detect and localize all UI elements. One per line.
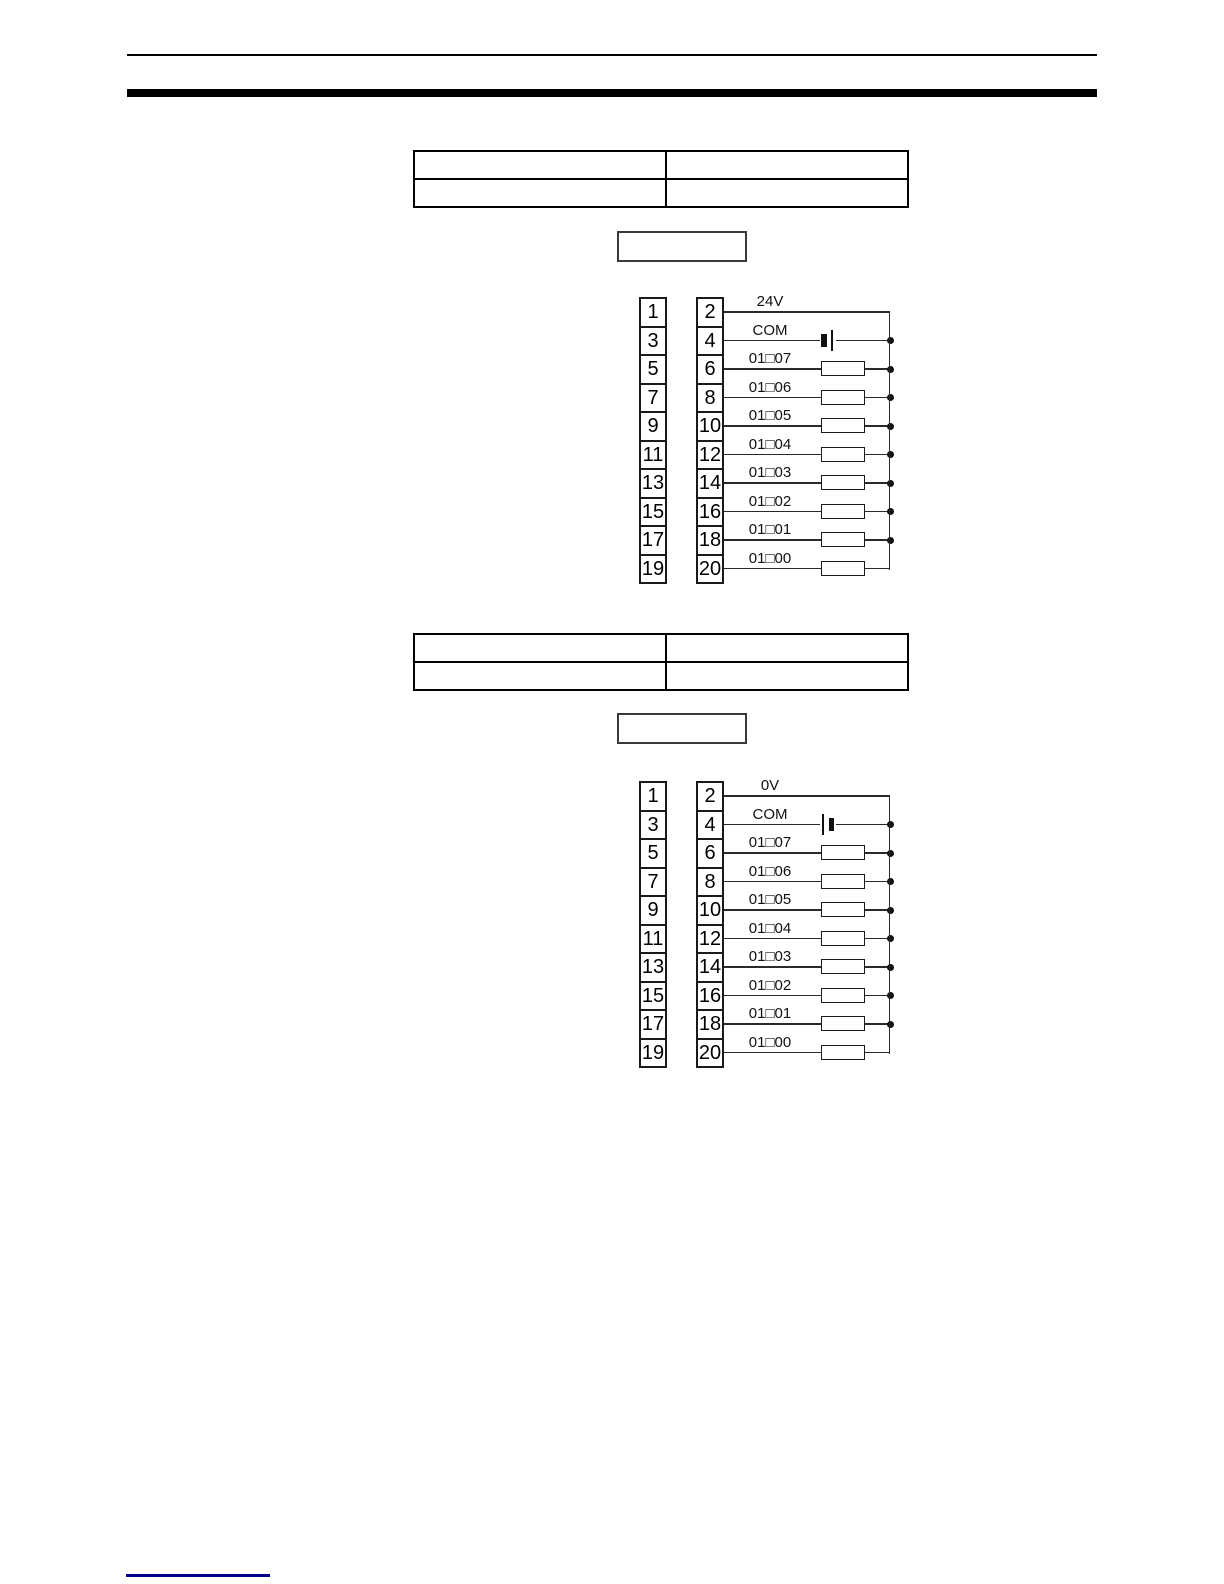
signal-label: 01□05 bbox=[748, 407, 792, 424]
terminal-box-left: 9 bbox=[639, 411, 667, 442]
signal-label: 01□02 bbox=[748, 492, 792, 510]
signal-label: 01□00 bbox=[748, 549, 792, 567]
signal-wire bbox=[724, 795, 890, 797]
spec-table-2-cell bbox=[666, 662, 908, 690]
terminal-box-right: 12 bbox=[696, 440, 724, 471]
signal-wire bbox=[724, 852, 890, 854]
signal-label: 01□00 bbox=[748, 1033, 792, 1051]
terminal-box-right: 6 bbox=[696, 838, 724, 869]
signal-label: 01□05 bbox=[748, 891, 792, 908]
terminal-box-right: 20 bbox=[696, 554, 724, 585]
terminal-box-left: 13 bbox=[639, 952, 667, 983]
terminal-box-left: 3 bbox=[639, 810, 667, 841]
load-resistor bbox=[821, 532, 865, 547]
load-resistor bbox=[821, 561, 865, 576]
signal-label: 01□04 bbox=[748, 435, 792, 453]
signal-wire bbox=[836, 824, 890, 826]
terminal-box-right: 12 bbox=[696, 924, 724, 955]
signal-wire bbox=[724, 1023, 890, 1025]
signal-label: COM bbox=[752, 805, 788, 823]
footer-link-underline[interactable] bbox=[126, 1574, 270, 1577]
terminal-box-left: 19 bbox=[639, 1038, 667, 1069]
terminal-box-left: 9 bbox=[639, 895, 667, 926]
terminal-box-left: 17 bbox=[639, 1009, 667, 1040]
signal-wire bbox=[724, 340, 820, 342]
terminal-box-left: 5 bbox=[639, 838, 667, 869]
load-resistor bbox=[821, 845, 865, 860]
spec-table-1 bbox=[413, 150, 909, 208]
terminal-box-left: 1 bbox=[639, 297, 667, 328]
signal-wire bbox=[836, 340, 890, 342]
load-resistor bbox=[821, 931, 865, 946]
terminal-box-left: 11 bbox=[639, 924, 667, 955]
terminal-box-right: 4 bbox=[696, 810, 724, 841]
terminal-box-left: 5 bbox=[639, 354, 667, 385]
signal-wire bbox=[724, 824, 820, 826]
signal-label: 01□03 bbox=[748, 464, 792, 481]
load-resistor bbox=[821, 902, 865, 917]
terminal-box-right: 18 bbox=[696, 1009, 724, 1040]
caption-box-1 bbox=[617, 231, 747, 262]
terminal-box-right: 18 bbox=[696, 525, 724, 556]
terminal-box-left: 1 bbox=[639, 781, 667, 812]
battery-icon bbox=[821, 334, 827, 347]
section-title-bar bbox=[127, 89, 1097, 97]
spec-table-1-cell bbox=[414, 179, 666, 207]
signal-wire bbox=[724, 909, 890, 911]
terminal-box-left: 13 bbox=[639, 468, 667, 499]
signal-label: 0V bbox=[760, 777, 780, 794]
spec-table-1-cell bbox=[666, 179, 908, 207]
terminal-box-right: 8 bbox=[696, 383, 724, 414]
load-resistor bbox=[821, 1016, 865, 1031]
terminal-box-left: 11 bbox=[639, 440, 667, 471]
signal-wire bbox=[724, 938, 890, 940]
load-resistor bbox=[821, 959, 865, 974]
terminal-box-left: 15 bbox=[639, 981, 667, 1012]
signal-label: 01□04 bbox=[748, 919, 792, 937]
signal-label: 24V bbox=[756, 293, 784, 310]
terminal-box-right: 4 bbox=[696, 326, 724, 357]
signal-label: 01□06 bbox=[748, 378, 792, 396]
terminal-box-right: 10 bbox=[696, 895, 724, 926]
signal-wire bbox=[724, 1052, 890, 1054]
signal-wire bbox=[724, 454, 890, 456]
signal-label: 01□01 bbox=[748, 1005, 792, 1022]
signal-wire bbox=[724, 511, 890, 513]
spec-table-1-cell bbox=[414, 151, 666, 179]
load-resistor bbox=[821, 475, 865, 490]
signal-wire bbox=[724, 966, 890, 968]
load-resistor bbox=[821, 1045, 865, 1060]
load-resistor bbox=[821, 874, 865, 889]
terminal-box-left: 17 bbox=[639, 525, 667, 556]
terminal-box-right: 14 bbox=[696, 952, 724, 983]
load-resistor bbox=[821, 447, 865, 462]
signal-wire bbox=[724, 397, 890, 399]
spec-table-2 bbox=[413, 633, 909, 691]
bus-line bbox=[889, 311, 891, 570]
terminal-box-right: 2 bbox=[696, 297, 724, 328]
terminal-box-right: 16 bbox=[696, 981, 724, 1012]
terminal-box-right: 10 bbox=[696, 411, 724, 442]
terminal-box-left: 7 bbox=[639, 867, 667, 898]
terminal-box-left: 19 bbox=[639, 554, 667, 585]
terminal-box-right: 8 bbox=[696, 867, 724, 898]
terminal-box-right: 6 bbox=[696, 354, 724, 385]
load-resistor bbox=[821, 418, 865, 433]
terminal-box-left: 7 bbox=[639, 383, 667, 414]
signal-wire bbox=[724, 568, 890, 570]
signal-label: 01□01 bbox=[748, 521, 792, 538]
signal-label: 01□06 bbox=[748, 862, 792, 880]
signal-wire bbox=[724, 995, 890, 997]
spec-table-2-cell bbox=[414, 634, 666, 662]
signal-label: 01□07 bbox=[748, 350, 792, 367]
spec-table-1-cell bbox=[666, 151, 908, 179]
terminal-box-left: 3 bbox=[639, 326, 667, 357]
terminal-box-right: 16 bbox=[696, 497, 724, 528]
load-resistor bbox=[821, 988, 865, 1003]
load-resistor bbox=[821, 504, 865, 519]
terminal-box-left: 15 bbox=[639, 497, 667, 528]
spec-table-2-cell bbox=[666, 634, 908, 662]
spec-table-2-cell bbox=[414, 662, 666, 690]
load-resistor bbox=[821, 390, 865, 405]
signal-label: 01□02 bbox=[748, 976, 792, 994]
battery-icon bbox=[831, 330, 833, 351]
signal-label: COM bbox=[752, 321, 788, 339]
signal-label: 01□07 bbox=[748, 834, 792, 851]
load-resistor bbox=[821, 361, 865, 376]
signal-wire bbox=[724, 311, 890, 313]
signal-wire bbox=[724, 881, 890, 883]
signal-wire bbox=[724, 368, 890, 370]
caption-box-2 bbox=[617, 713, 747, 744]
signal-wire bbox=[724, 539, 890, 541]
signal-label: 01□03 bbox=[748, 948, 792, 965]
terminal-box-right: 14 bbox=[696, 468, 724, 499]
terminal-box-right: 20 bbox=[696, 1038, 724, 1069]
bus-line bbox=[889, 795, 891, 1054]
battery-icon bbox=[829, 818, 835, 831]
signal-wire bbox=[724, 482, 890, 484]
battery-icon bbox=[822, 814, 824, 835]
wiring-diagram-24v bbox=[639, 293, 897, 589]
terminal-box-right: 2 bbox=[696, 781, 724, 812]
header-rule bbox=[127, 54, 1097, 56]
wiring-diagram-0v bbox=[639, 777, 897, 1073]
signal-wire bbox=[724, 425, 890, 427]
